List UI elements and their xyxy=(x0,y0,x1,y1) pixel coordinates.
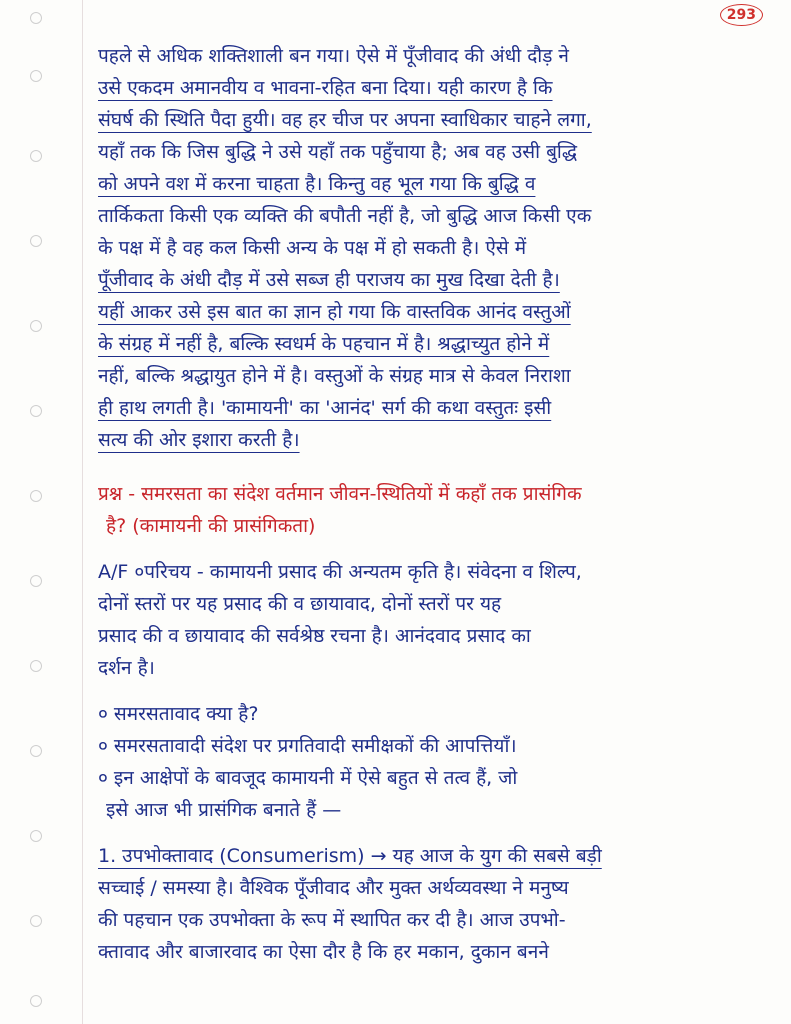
text-line: की पहचान एक उपभोक्ता के रूप में स्थापित कर दी है। आज उपभो- xyxy=(98,909,566,931)
answer-intro xyxy=(98,556,758,684)
text-line: के संग्रह में नहीं है, बल्कि स्वधर्म के पहचान में है। श्रद्धाच्युत होने में xyxy=(98,333,550,355)
bullet-item: इसे आज भी प्रासंगिक बनाते हैं — xyxy=(106,799,342,821)
binder-hole xyxy=(30,575,42,587)
text-line: पहले से अधिक शक्तिशाली बन गया। ऐसे में पूँजीवाद की अंधी दौड़ ने xyxy=(98,45,569,67)
text-line: प्रसाद की व छायावाद की सर्वश्रेष्ठ रचना है। आनंदवाद प्रसाद का xyxy=(98,625,531,647)
text-line: नहीं, बल्कि श्रद्धायुत होने में है। वस्तुओं के संग्रह मात्र से केवल निराशा xyxy=(98,365,571,387)
paragraph xyxy=(98,40,758,456)
text-line: सच्चाई / समस्या है। वैश्विक पूँजीवाद और मुक्त अर्थव्यवस्था ने मनुष्य xyxy=(98,877,569,899)
bullet-item: ० समरसतावाद क्या है? xyxy=(98,703,259,725)
binder-hole xyxy=(30,830,42,842)
text-line: यहाँ तक कि जिस बुद्धि ने उसे यहाँ तक पहुँचाया है; अब वह उसी बुद्धि xyxy=(98,141,578,163)
text-line: सत्य की ओर इशारा करती है। xyxy=(98,429,300,451)
text-line: को अपने वश में करना चाहता है। किन्तु वह भूल गया कि बुद्धि व xyxy=(98,173,536,195)
text-line: पूँजीवाद के अंधी दौड़ में उसे सब्ज ही पराजय का मुख दिखा देती है। xyxy=(98,269,560,291)
page-content xyxy=(98,40,758,968)
page-number: 293 xyxy=(720,4,763,26)
binder-hole xyxy=(30,320,42,332)
binder-hole xyxy=(30,915,42,927)
binder-hole xyxy=(30,490,42,502)
binder-hole xyxy=(30,150,42,162)
bullet-item: ० समरसतावादी संदेश पर प्रगतिवादी समीक्षकों की आपत्तियाँ। xyxy=(98,735,517,757)
text-line: के पक्ष में है वह कल किसी अन्य के पक्ष में हो सकती है। ऐसे में xyxy=(98,237,527,259)
binder-hole xyxy=(30,660,42,672)
bullet-item: ० इन आक्षेपों के बावजूद कामायनी में ऐसे बहुत से तत्व हैं, जो xyxy=(98,767,518,789)
binder-hole xyxy=(30,70,42,82)
text-line: क्तावाद और बाजारवाद का ऐसा दौर है कि हर मकान, दुकान बनने xyxy=(98,941,549,963)
bullet-list xyxy=(98,698,758,826)
binder-hole xyxy=(30,235,42,247)
text-line: तार्किकता किसी एक व्यक्ति की बपौती नहीं है, जो बुद्धि आज किसी एक xyxy=(98,205,592,227)
text-line: संघर्ष की स्थिति पैदा हुयी। वह हर चीज पर अपना स्वाधिकार चाहने लगा, xyxy=(98,109,592,131)
binder-hole xyxy=(30,12,42,24)
question-line: है? (कामायनी की प्रासंगिकता) xyxy=(106,515,316,537)
point-consumerism xyxy=(98,840,758,968)
question xyxy=(98,478,758,542)
binder-hole xyxy=(30,745,42,757)
text-line: यहीं आकर उसे इस बात का ज्ञान हो गया कि वास्तविक आनंद वस्तुओं xyxy=(98,301,571,323)
question-line: प्रश्न - समरसता का संदेश वर्तमान जीवन-स्थितियों में कहाँ तक प्रासंगिक xyxy=(98,483,582,505)
point-heading: 1. उपभोक्तावाद (Consumerism) → यह आज के युग की सबसे बड़ी xyxy=(98,845,602,867)
text-line: उसे एकदम अमानवीय व भावना-रहित बना दिया। यही कारण है कि xyxy=(98,77,553,99)
binder-hole xyxy=(30,405,42,417)
text-line: दर्शन है। xyxy=(98,657,155,679)
margin-line xyxy=(82,0,83,1024)
binder-hole xyxy=(30,995,42,1007)
text-line: A/F ०परिचय - कामायनी प्रसाद की अन्यतम कृति है। संवेदना व शिल्प, xyxy=(98,561,582,583)
text-line: ही हाथ लगती है। 'कामायनी' का 'आनंद' सर्ग की कथा वस्तुतः इसी xyxy=(98,397,552,419)
text-line: दोनों स्तरों पर यह प्रसाद की व छायावाद, दोनों स्तरों पर यह xyxy=(98,593,502,615)
